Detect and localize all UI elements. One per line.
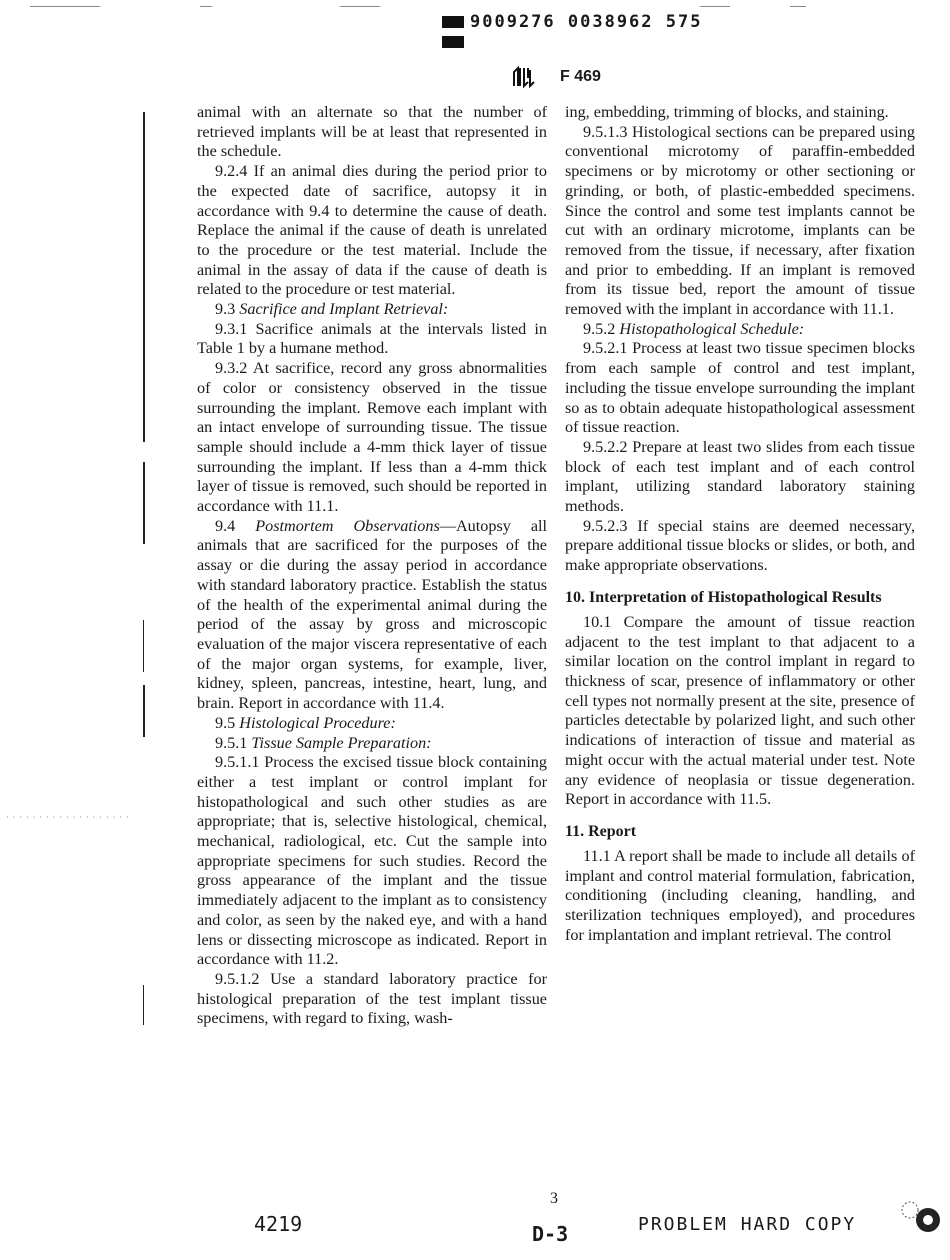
margin-scribble: · · · · · · · · · · · · · · · · · · · [6, 813, 130, 822]
paragraph: 9.2.4 If an animal dies during the period prior to the expected date of sacrifice, autopsy it in accordance with 9.4 to determine the cause of death. Replace the animal if the cause of death is unrelated to the procedure or the test material. Include the animal in the assay of data if the cause of death is related to the procedure or test material. [197, 162, 547, 299]
right-column [565, 103, 915, 945]
margin-bar [143, 985, 144, 1025]
astm-logo-icon [510, 64, 536, 90]
footer-left-number: 4219 [254, 1212, 303, 1236]
margin-bar [143, 620, 144, 672]
paragraph: 9.5.1.1 Process the excised tissue block containing either a test implant or control implant for histopathological and such other studies as are appropriate; that is, selective histological, chemical, mechanical, radiological, etc. Cut the sample into appropriate specimens for such studies. Record the gross appearance of the implant and the tissue immediately adjacent to the implant as to consistency and color, as seen by the naked eye, and with a hand lens or dissecting microscope as indicated. Report in accordance with 11.2. [197, 753, 547, 969]
problem-hard-copy-stamp: PROBLEM HARD COPY [638, 1214, 857, 1235]
margin-bar [143, 685, 145, 737]
scan-artifact [700, 6, 730, 7]
margin-bar [143, 112, 145, 442]
section-number: 9.5.2 [583, 319, 620, 338]
section-heading: 11. Report [565, 822, 637, 840]
paragraph-text: —Autopsy all animals that are sacrificed for the purposes of the assay or die during the assay period in accordance with standard laboratory practice. Establish the status of the health of the experimental animal during the period of the assay by gross and microscopic evaluation of the major viscera representative of each of the major organ systems, for example, liver, kidney, spleen, pancreas, intestine, heart, lung, and brain. Report in accordance with 11.4. [197, 516, 548, 713]
paragraph [197, 300, 547, 320]
scan-artifact [340, 6, 380, 7]
section-title: Sacrifice and Implant Retrieval: [239, 300, 449, 319]
paragraph: 9.3.2 At sacrifice, record any gross abnormalities of color or consistency observed in the tissue surrounding the implant. Remove each implant with an intact envelope of surrounding tissue. The tissue sample should include a 4-mm thick layer of tissue surrounding the implant. If less than a 4-mm thick layer of tissue is removed, such should be reported in accordance with 11.1. [197, 359, 547, 516]
paragraph: 11.1 A report shall be made to include all details of implant and control material formulation, fabrication, conditioning (including cleaning, handling, and sterilization techniques employed), and procedures for implantation and implant retrieval. The control [565, 846, 915, 944]
paragraph: 9.5.2.1 Process at least two tissue specimen blocks from each sample of control and test implant, including the tissue envelope surrounding the implant so as to obtain adequate histopathological assessment of tissue reaction. [565, 339, 915, 437]
paragraph: animal with an alternate so that the number of retrieved implants will be at least that represented in the schedule. [197, 103, 547, 161]
section-number: 9.5 [215, 713, 240, 732]
section-heading: 10. Interpretation of Histopathological Results [565, 588, 882, 606]
paragraph: 9.5.1.2 Use a standard laboratory practice for histological preparation of the test implant tissue specimens, with regard to fixing, wash- [197, 969, 547, 1028]
document-barcode [436, 12, 736, 34]
paragraph: 10.1 Compare the amount of tissue reaction adjacent to the test implant to that adjacent to a similar location on the control implant in regard to thickness of scar, presence of inflammatory or other cell types not normally present at the site, presence of particles detectable by polarized light, and such other indications of interaction of tissue and material as might occur with the actual material under test. Note any evidence of neoplasia or tissue degeneration. Report in accordance with 11.5. [565, 612, 915, 809]
scan-artifact [30, 6, 100, 7]
scan-artifact [790, 6, 806, 7]
section-number: 9.4 [215, 516, 256, 535]
paragraph: 9.3.1 Sacrifice animals at the intervals listed in Table 1 by a humane method. [197, 319, 547, 358]
paragraph: 9.5.2.2 Prepare at least two slides from each tissue block of each test implant and of each control implant, utilizing standard laboratory staining methods. [565, 437, 915, 516]
paragraph [565, 320, 915, 340]
seal-icon [898, 1198, 942, 1236]
section-title: Histopathological Schedule: [619, 319, 805, 338]
margin-bar [143, 462, 145, 544]
paragraph [197, 734, 547, 754]
section-title: Tissue Sample Preparation: [251, 733, 432, 752]
paragraph [197, 714, 547, 734]
doc-code: D-3 [532, 1222, 569, 1246]
page-number: 3 [550, 1190, 558, 1207]
paragraph: 9.5.1.3 Histological sections can be prepared using conventional microtomy of paraffin-embedded specimens or by microtomy or other sectioning or grinding, or both, of plastic-embedded specimens. Since the control and some test implants cannot be cut with an ordinary microtome, implants can be removed from the tissue, if necessary, after fixation and prior to embedding. If an implant is removed from its tissue bed, report the amount of tissue removed with the implant in accordance with 11.1. [565, 122, 915, 319]
paragraph [197, 517, 547, 714]
left-column [197, 103, 547, 1029]
paragraph: ing, embedding, trimming of blocks, and staining. [565, 103, 889, 121]
section-title: Postmortem Observations [255, 516, 440, 535]
section-number: 9.3 [215, 300, 240, 319]
scan-artifact [200, 6, 212, 7]
barcode-text: 9009276 0038962 575 [470, 12, 703, 32]
standard-number: F 469 [560, 68, 601, 85]
section-title: Histological Procedure: [239, 713, 396, 732]
section-number: 9.5.1 [215, 733, 252, 752]
paragraph: 9.5.2.3 If special stains are deemed necessary, prepare additional tissue blocks or slides, or both, and make appropriate observations. [565, 516, 915, 575]
